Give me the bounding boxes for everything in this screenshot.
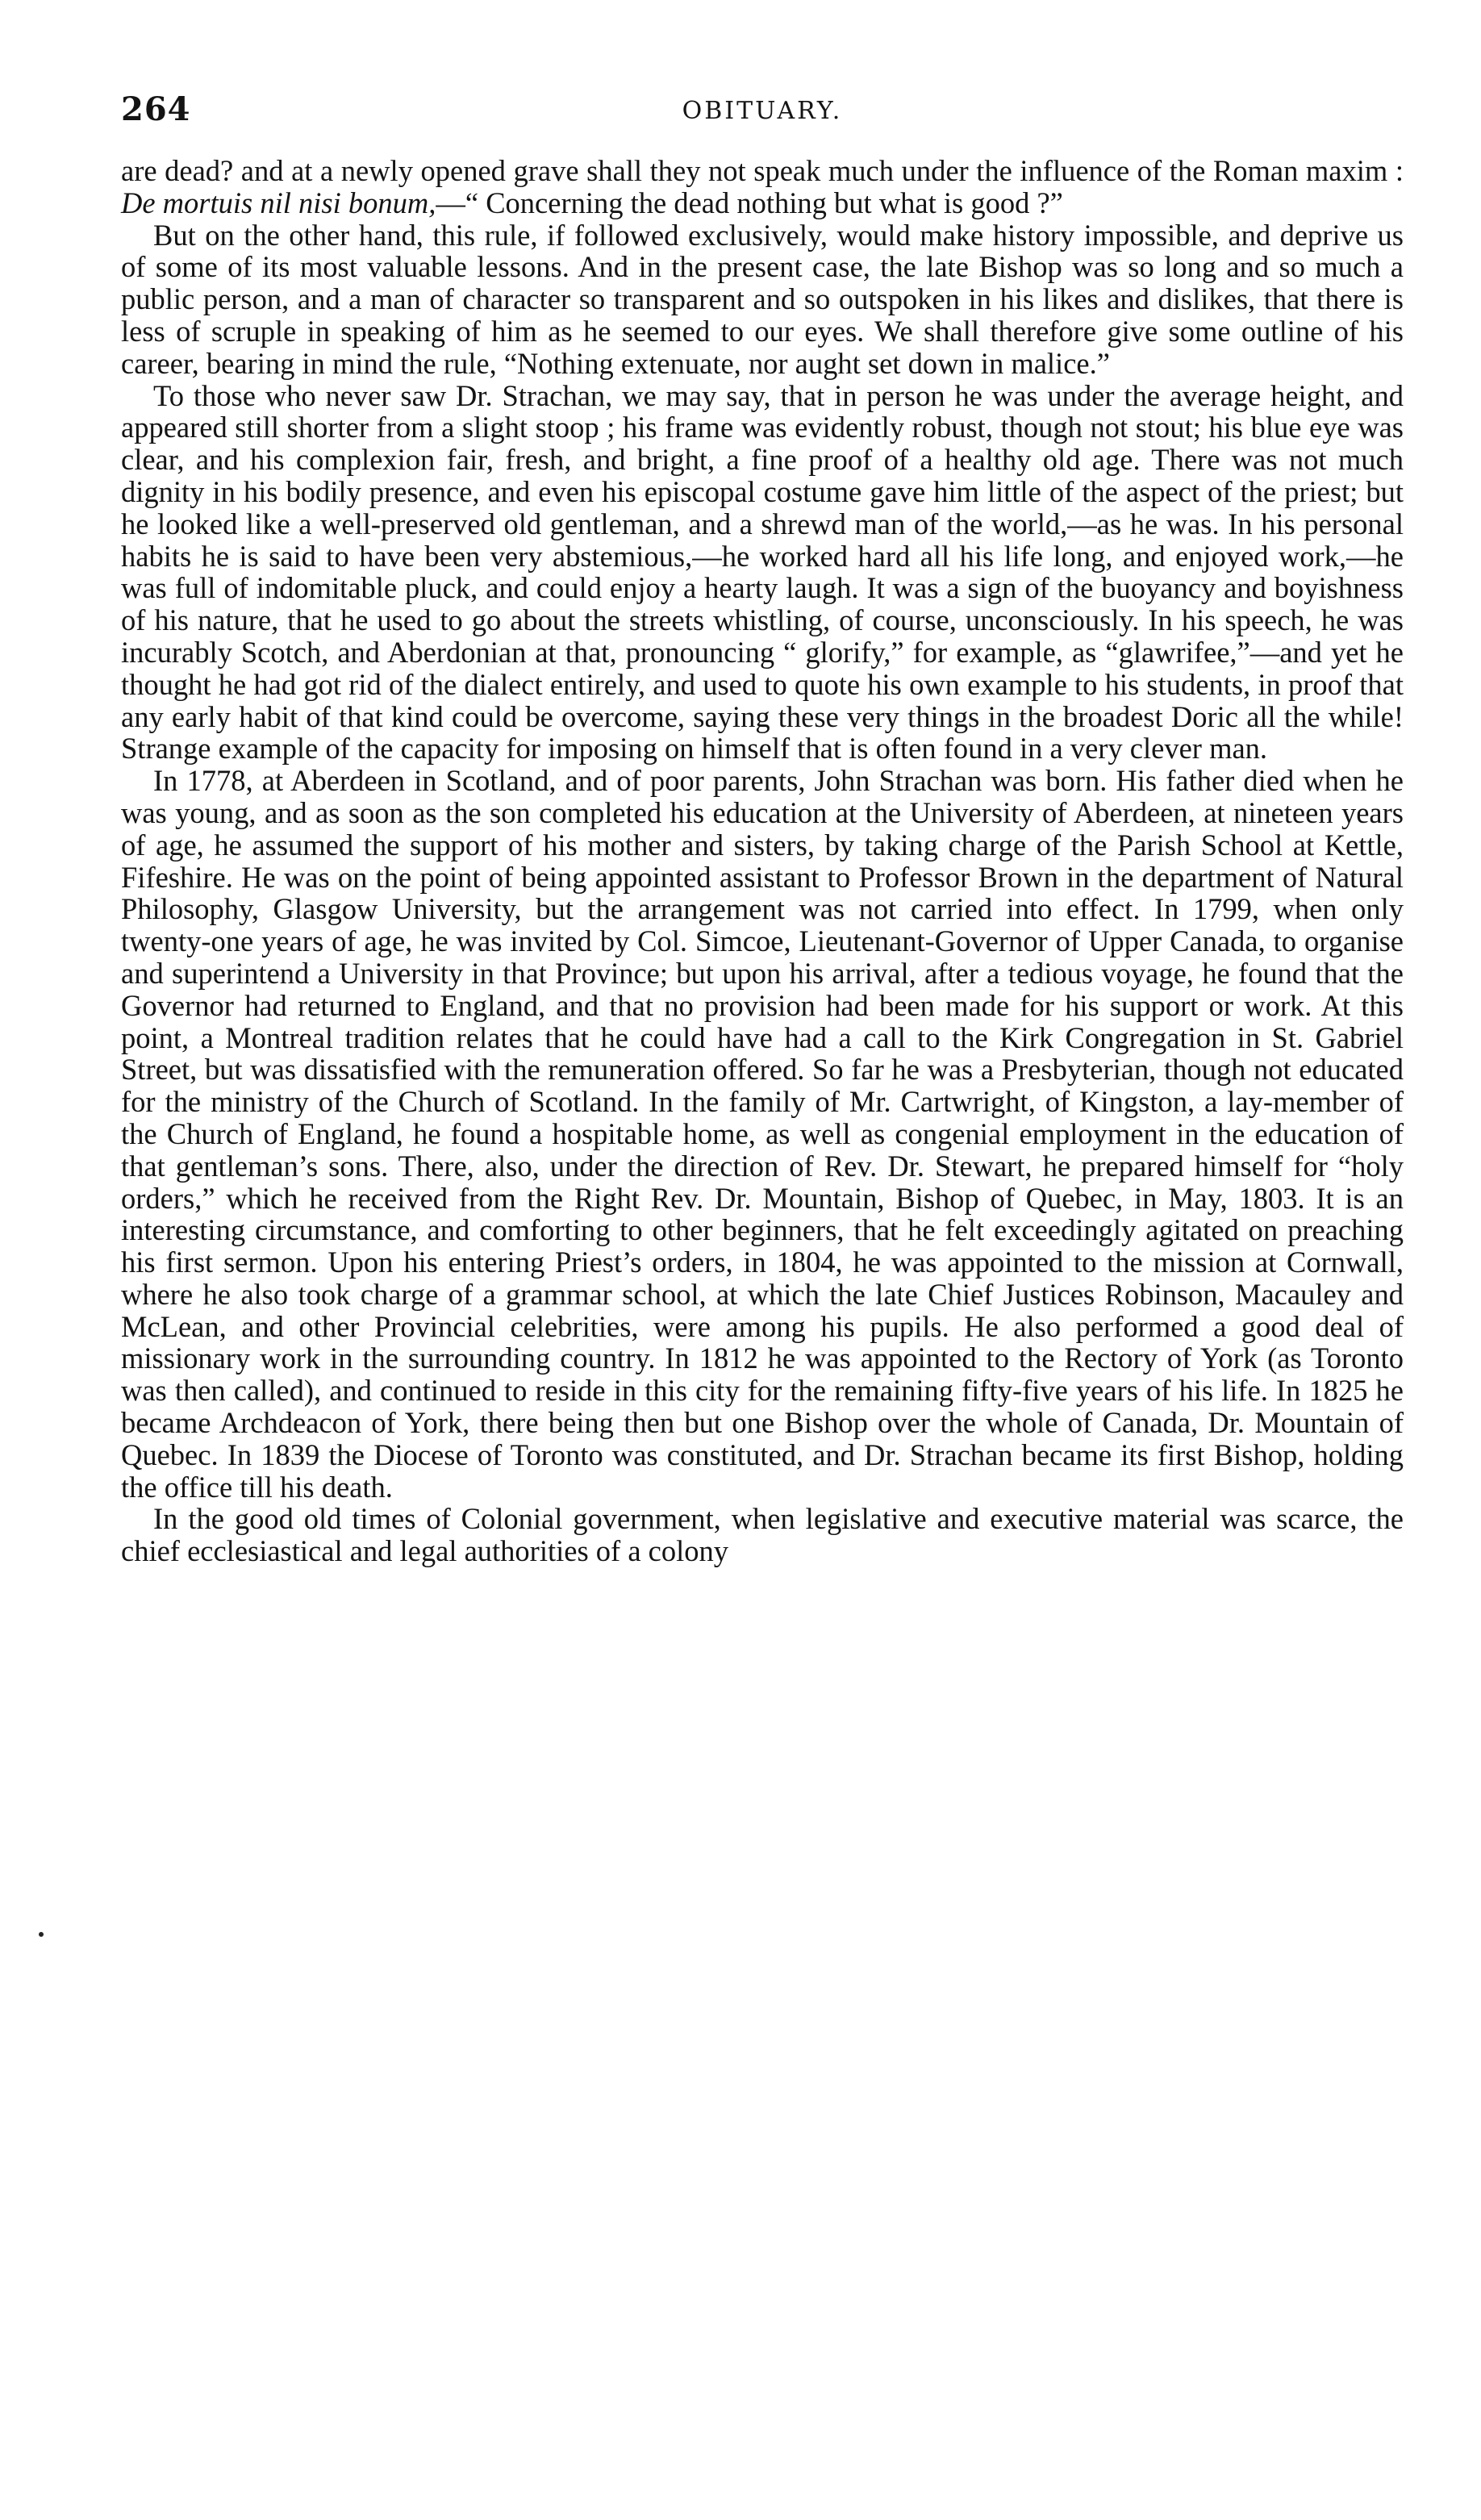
latin-maxim: De mortuis nil nisi bonum, (121, 186, 436, 219)
paragraph-3: To those who never saw Dr. Strachan, we may say, that in person he was under the average height, and appeared still shorter from a slight stoop ; his frame was evidently robust, though not stout; his blue eye was clear, and his complexion fair, fresh, and bright, a fine proof of a healthy old age. There was not much dignity in his bodily presence, and even his episcopal costume gave him little of the aspect of the priest; but he looked like a well-preserved old gentleman, and a shrewd man of the world,—as he was. In his personal habits he is said to have been very abstemious,—he worked hard all his life long, and enjoyed work,—he was full of indomitable pluck, and could enjoy a hearty laugh. It was a sign of the buoyancy and boyishness of his nature, that he used to go about the streets whistling, of course, unconsciously. In his speech, he was incurably Scotch, and Aberdonian at that, pronouncing “ glorify,” for example, as “glawrifee,”—and yet he thought he had got rid of the dialect entirely, and used to quote his own example to his students, in proof that any early habit of that kind could be overcome, saying these very things in the broadest Doric all the while! Strange example of the capacity for imposing on himself that is often found in a very clever man. (121, 378, 1404, 766)
obituary-text (121, 155, 1404, 1567)
running-title: OBITUARY. (682, 97, 843, 125)
paragraph-1-text-end: —“ Concerning the dead nothing but what is good ?” (436, 186, 1063, 219)
book-page (121, 90, 1404, 1567)
margin-ink-dot (39, 1932, 44, 1937)
page-header (121, 90, 1404, 139)
paragraph-2: But on the other hand, this rule, if followed exclusively, would make history impossible, and deprive us of some of its most valuable lessons. And in the present case, the late Bishop was so long and so much a public person, and a man of character so transparent and so outspoken in his likes and dislikes, that there is less of scruple in speaking of him as he seemed to our eyes. We shall therefore give some outline of his career, bearing in mind the rule, “Nothing extenuate, nor aught set down in malice.” (121, 218, 1404, 380)
paragraph-4: In 1778, at Aberdeen in Scotland, and of poor parents, John Strachan was born. His father died when he was young, and as soon as the son completed his education at the University of Aberdeen, at nineteen years of age, he assumed the support of his mother and sisters, by taking charge of the Parish School at Kettle, Fifeshire. He was on the point of being appointed assistant to Professor Brown in the department of Natural Philosophy, Glasgow University, but the arrangement was not carried into effect. In 1799, when only twenty-one years of age, he was invited by Col. Simcoe, Lieutenant-Governor of Upper Canada, to organise and superintend a University in that Province; but upon his arrival, after a tedious voyage, he found that the Governor had returned to England, and that no provision had been made for his support or work. At this point, a Montreal tradition relates that he could have had a call to the Kirk Congregation in St. Gabriel Street, but was dissatisfied with the remuneration offered. So far he was a Presbyterian, though not educated for the ministry of the Church of Scotland. In the family of Mr. Cartwright, of Kingston, a lay-member of the Church of England, he found a hospitable home, as well as congenial employment in the education of that gentleman’s sons. There, also, under the direction of Rev. Dr. Stewart, he prepared himself for “holy orders,” which he received from the Right Rev. Dr. Mountain, Bishop of Quebec, in May, 1803. It is an interesting circumstance, and comforting to other beginners, that he felt exceedingly agitated on preaching his first sermon. Upon his entering Priest’s orders, in 1804, he was appointed to the mission at Cornwall, where he also took charge of a grammar school, at which the late Chief Justices Robinson, Macauley and McLean, and other Provincial celebrities, were among his pupils. He also performed a good deal of missionary work in the surrounding country. In 1812 he was appointed to the Rectory of York (as Toronto was then called), and continued to reside in this city for the remaining fifty-five years of his life. In 1825 he became Archdeacon of York, there being then but one Bishop over the whole of Canada, Dr. Mountain of Quebec. In 1839 the Diocese of Toronto was constituted, and Dr. Strachan became its first Bishop, holding the office till his death. (121, 764, 1404, 1504)
paragraph-5: In the good old times of Colonial government, when legislative and executive material was scarce, the chief ecclesiastical and legal authorities of a colony (121, 1502, 1404, 1568)
paragraph-1 (121, 155, 1404, 219)
paragraph-1-text: are dead? and at a newly opened grave shall they not speak much under the influence of the Roman maxim : (121, 154, 1404, 187)
page-number: 264 (121, 90, 191, 128)
